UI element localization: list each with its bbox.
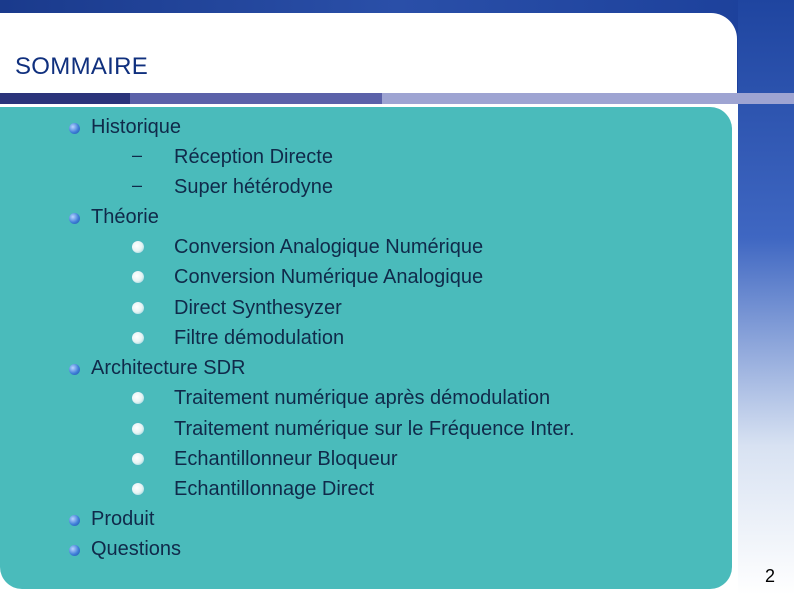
blue-bullet-icon — [69, 123, 80, 134]
outline-item: Produit — [91, 508, 155, 530]
ring-bullet-icon — [132, 392, 144, 404]
outline-subitem: Echantillonneur Bloqueur — [174, 448, 398, 470]
outline-subitem: Conversion Numérique Analogique — [174, 266, 484, 288]
outline-item: Architecture SDR — [91, 357, 246, 379]
outline-subitem: Conversion Analogique Numérique — [174, 236, 484, 258]
ring-bullet-icon — [132, 271, 144, 283]
dash-bullet-icon: – — [132, 175, 143, 195]
outline-item: Théorie — [91, 206, 159, 228]
accent-bars — [0, 93, 794, 104]
accent-bar-medium — [130, 93, 382, 104]
outline-item: Questions — [91, 538, 182, 560]
outline-subitem: Réception Directe — [174, 146, 333, 168]
accent-bar-dark — [0, 93, 130, 104]
outline-subitem: Filtre démodulation — [174, 327, 345, 349]
outline-subitem: Super hétérodyne — [174, 176, 334, 198]
page-title: SOMMAIRE — [15, 53, 149, 80]
content-panel — [0, 107, 732, 589]
ring-bullet-icon — [132, 453, 144, 465]
outline-subitem: Direct Synthesyzer — [174, 297, 342, 319]
blue-bullet-icon — [69, 515, 80, 526]
accent-bar-light — [382, 93, 794, 104]
outline-subitem: Traitement numérique après démodulation — [174, 387, 551, 409]
right-gradient-strip — [738, 0, 794, 595]
outline-item: Historique — [91, 116, 182, 138]
blue-bullet-icon — [69, 545, 80, 556]
ring-bullet-icon — [132, 423, 144, 435]
dash-bullet-icon: – — [132, 145, 143, 165]
ring-bullet-icon — [132, 241, 144, 253]
ring-bullet-icon — [132, 332, 144, 344]
blue-bullet-icon — [69, 213, 80, 224]
outline-subitem: Echantillonnage Direct — [174, 478, 375, 500]
ring-bullet-icon — [132, 302, 144, 314]
blue-bullet-icon — [69, 364, 80, 375]
page-number: 2 — [765, 566, 776, 586]
ring-bullet-icon — [132, 483, 144, 495]
outline-subitem: Traitement numérique sur le Fréquence Inter. — [174, 418, 575, 440]
